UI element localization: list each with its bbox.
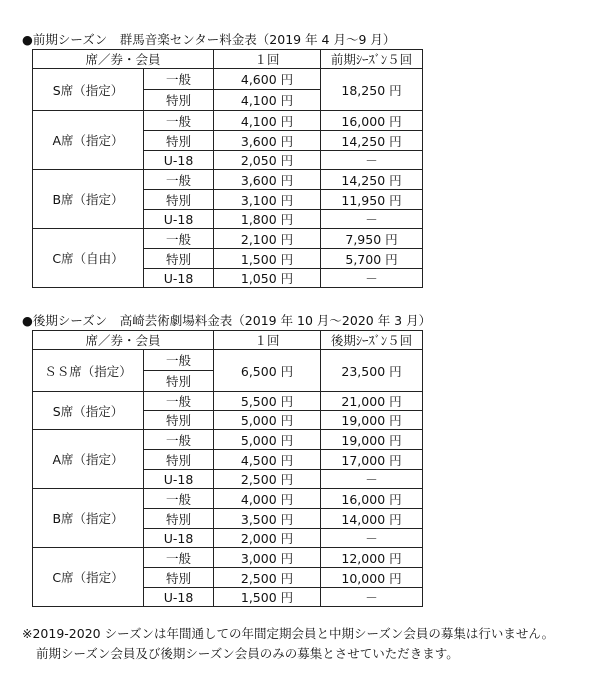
- season-price: 23,500 円: [321, 350, 423, 392]
- header-single: １回: [214, 50, 321, 69]
- season-price: 5,700 円: [321, 249, 423, 269]
- ticket-type: 特別: [144, 450, 214, 470]
- seat-class: A席（指定）: [33, 430, 144, 489]
- ticket-type: 一般: [144, 170, 214, 190]
- single-price: 4,000 円: [214, 489, 321, 509]
- zenki-section-title: ●前期シーズン 群馬音楽センター料金表（2019 年 4 月～9 月）: [22, 32, 396, 47]
- single-price: 3,000 円: [214, 548, 321, 568]
- ticket-type: U-18: [144, 470, 214, 489]
- season-price: －: [321, 269, 423, 288]
- season-price: 21,000 円: [321, 392, 423, 411]
- season-price: －: [321, 529, 423, 548]
- header-season: 後期ｼｰｽﾞﾝ５回: [321, 331, 423, 350]
- single-price: 1,800 円: [214, 210, 321, 229]
- single-price: 4,500 円: [214, 450, 321, 470]
- single-price: 3,100 円: [214, 190, 321, 210]
- single-price: 3,500 円: [214, 509, 321, 529]
- ticket-type: U-18: [144, 151, 214, 170]
- single-price: 6,500 円: [214, 350, 321, 392]
- table-row: [33, 170, 423, 190]
- season-price: 14,000 円: [321, 509, 423, 529]
- table-row: [33, 229, 423, 249]
- season-price: －: [321, 151, 423, 170]
- seat-class: B席（指定）: [33, 489, 144, 548]
- single-price: 3,600 円: [214, 170, 321, 190]
- ticket-type: U-18: [144, 210, 214, 229]
- ticket-type: 一般: [144, 489, 214, 509]
- season-price: 16,000 円: [321, 489, 423, 509]
- footnote-line-2: 前期シーズン会員及び後期シーズン会員のみの募集とさせていただきます。: [36, 646, 459, 661]
- seat-class: ＳＳ席（指定）: [33, 350, 144, 392]
- table-row: [33, 69, 423, 90]
- seat-class: S席（指定）: [33, 69, 144, 111]
- ticket-type: 特別: [144, 371, 214, 392]
- single-price: 4,100 円: [214, 111, 321, 131]
- season-price: 16,000 円: [321, 111, 423, 131]
- table-row: [33, 489, 423, 509]
- season-price: 18,250 円: [321, 69, 423, 111]
- footnote-line-1: ※2019-2020 シーズンは年間通しての年間定期会員と中期シーズン会員の募集は行いません。: [22, 626, 555, 641]
- season-price: 14,250 円: [321, 131, 423, 151]
- ticket-type: U-18: [144, 588, 214, 607]
- seat-class: S席（指定）: [33, 392, 144, 430]
- table-row: [33, 548, 423, 568]
- single-price: 5,500 円: [214, 392, 321, 411]
- table-row: [33, 430, 423, 450]
- table-row: [33, 111, 423, 131]
- single-price: 5,000 円: [214, 411, 321, 430]
- header-seat-ticket: 席／券・会員: [33, 50, 214, 69]
- ticket-type: 一般: [144, 111, 214, 131]
- single-price: 2,500 円: [214, 568, 321, 588]
- table-row: [33, 392, 423, 411]
- single-price: 3,600 円: [214, 131, 321, 151]
- ticket-type: 一般: [144, 229, 214, 249]
- seat-class: C席（指定）: [33, 548, 144, 607]
- ticket-type: 一般: [144, 69, 214, 90]
- header-single: １回: [214, 331, 321, 350]
- single-price: 5,000 円: [214, 430, 321, 450]
- ticket-type: 特別: [144, 509, 214, 529]
- zenki-fee-table: [32, 49, 423, 288]
- header-season: 前期ｼｰｽﾞﾝ５回: [321, 50, 423, 69]
- seat-class: C席（自由）: [33, 229, 144, 288]
- seat-class: A席（指定）: [33, 111, 144, 170]
- single-price: 2,000 円: [214, 529, 321, 548]
- season-price: －: [321, 210, 423, 229]
- ticket-type: 特別: [144, 190, 214, 210]
- ticket-type: 特別: [144, 411, 214, 430]
- season-price: 14,250 円: [321, 170, 423, 190]
- single-price: 4,100 円: [214, 90, 321, 111]
- season-price: 10,000 円: [321, 568, 423, 588]
- ticket-type: 特別: [144, 131, 214, 151]
- footnote: [22, 624, 554, 664]
- ticket-type: 一般: [144, 430, 214, 450]
- season-price: 19,000 円: [321, 430, 423, 450]
- single-price: 1,500 円: [214, 249, 321, 269]
- ticket-type: 特別: [144, 90, 214, 111]
- single-price: 4,600 円: [214, 69, 321, 90]
- ticket-type: 一般: [144, 350, 214, 371]
- kouki-fee-table: [32, 330, 423, 607]
- single-price: 1,500 円: [214, 588, 321, 607]
- header-seat-ticket: 席／券・会員: [33, 331, 214, 350]
- ticket-type: U-18: [144, 269, 214, 288]
- single-price: 2,500 円: [214, 470, 321, 489]
- single-price: 2,100 円: [214, 229, 321, 249]
- season-price: 7,950 円: [321, 229, 423, 249]
- season-price: －: [321, 470, 423, 489]
- kouki-section-title: ●後期シーズン 高崎芸術劇場料金表（2019 年 10 月～2020 年 3 月）: [22, 313, 432, 328]
- season-price: 12,000 円: [321, 548, 423, 568]
- ticket-type: 特別: [144, 249, 214, 269]
- ticket-type: 一般: [144, 548, 214, 568]
- single-price: 1,050 円: [214, 269, 321, 288]
- table-row: [33, 350, 423, 371]
- ticket-type: 一般: [144, 392, 214, 411]
- ticket-type: 特別: [144, 568, 214, 588]
- ticket-type: U-18: [144, 529, 214, 548]
- season-price: 11,950 円: [321, 190, 423, 210]
- season-price: 17,000 円: [321, 450, 423, 470]
- season-price: －: [321, 588, 423, 607]
- season-price: 19,000 円: [321, 411, 423, 430]
- seat-class: B席（指定）: [33, 170, 144, 229]
- single-price: 2,050 円: [214, 151, 321, 170]
